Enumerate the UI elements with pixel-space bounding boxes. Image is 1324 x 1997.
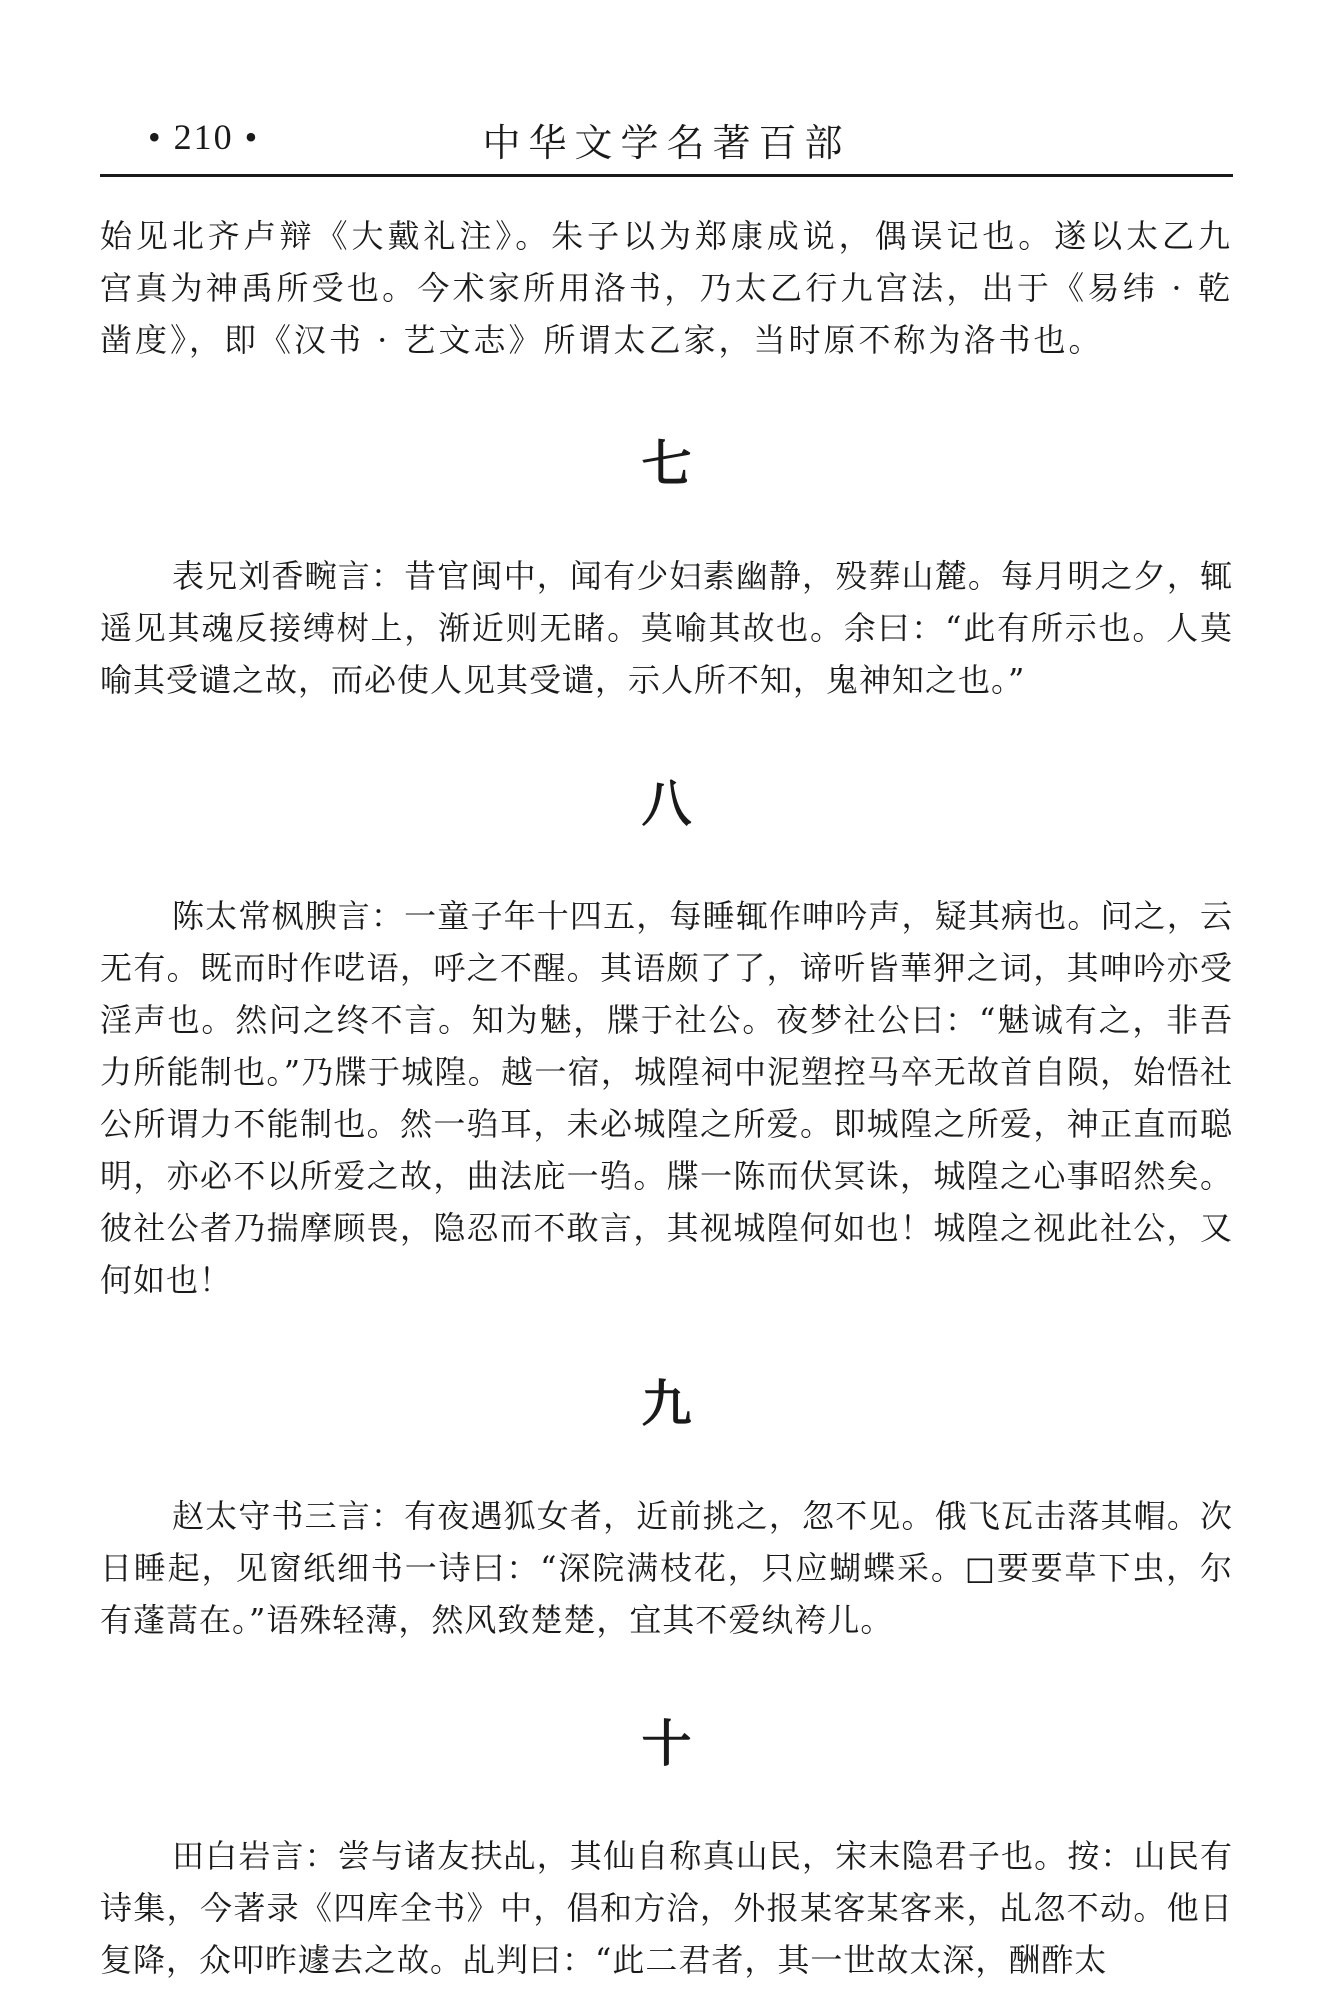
section-title: 十 [641, 1715, 692, 1773]
section-10 [100, 1714, 1233, 1986]
section-9 [100, 1374, 1233, 1646]
page-number: • 210 • [148, 117, 260, 157]
page-body [100, 210, 1233, 1986]
section-title: 九 [641, 1375, 692, 1433]
book-title: 中华文学名著百部 [482, 121, 851, 165]
section-paragraph: 赵太守书三言：有夜遇狐女者，近前挑之，忽不见。俄飞瓦击落其帽。次日睡起，见窗纸细书一诗曰：“深院满枝花，只应蝴蝶采。□要要草下虫，尔有蓬蒿在。”语殊轻薄，然风致楚楚，宜其不爱纨袴儿。 [100, 1497, 1233, 1639]
section-paragraph: 陈太常枫腴言：一童子年十四五，每睡辄作呻吟声，疑其病也。问之，云无有。既而时作呓语，呼之不醒。其语颇了了，谛听皆華狎之词，其呻吟亦受淫声也。然问之终不言。知为魅，牒于社公。夜梦社公曰：“魅诚有之，非吾力所能制也。”乃牒于城隍。越一宿，城隍祠中泥塑控马卒无故首自陨，始悟社公所谓力不能制也。然一驺耳，未必城隍之所爱。即城隍之所爱，神正直而聪明，亦必不以所爱之故，曲法庇一驺。牒一陈而伏冥诛，城隍之心事昭然矣。彼社公者乃揣摩顾畏，隐忍而不敢言，其视城隍何如也！城隍之视此社公，又何如也！ [100, 897, 1233, 1299]
section-7 [100, 434, 1233, 706]
section-paragraph: 田白岩言：尝与诸友扶乩，其仙自称真山民，宋末隐君子也。按：山民有诗集，今著录《四库全书》中，倡和方洽，外报某客某客来，乩忽不动。他日复降，众叩昨遽去之故。乩判曰：“此二君者，其一世故太深，酬酢太 [100, 1837, 1233, 1979]
opening-paragraph: 始见北齐卢辩《大戴礼注》。朱子以为郑康成说，偶误记也。遂以太乙九宫真为神禹所受也。今术家所用洛书，乃太乙行九宫法，出于《易纬 · 乾凿度》，即《汉书 · 艺文志》所谓太乙家，当时原不称为洛书也。 [100, 217, 1233, 359]
section-paragraph: 表兄刘香畹言：昔官闽中，闻有少妇素幽静，殁葬山麓。每月明之夕，辄遥见其魂反接缚树上，渐近则无睹。莫喻其故也。余曰：“此有所示也。人莫喻其受谴之故，而必使人见其受谴，示人所不知，鬼神知之也。” [100, 557, 1233, 699]
section-8 [100, 774, 1233, 1306]
section-title: 八 [641, 775, 692, 833]
page-header [100, 96, 1233, 177]
section-title: 七 [641, 435, 692, 493]
